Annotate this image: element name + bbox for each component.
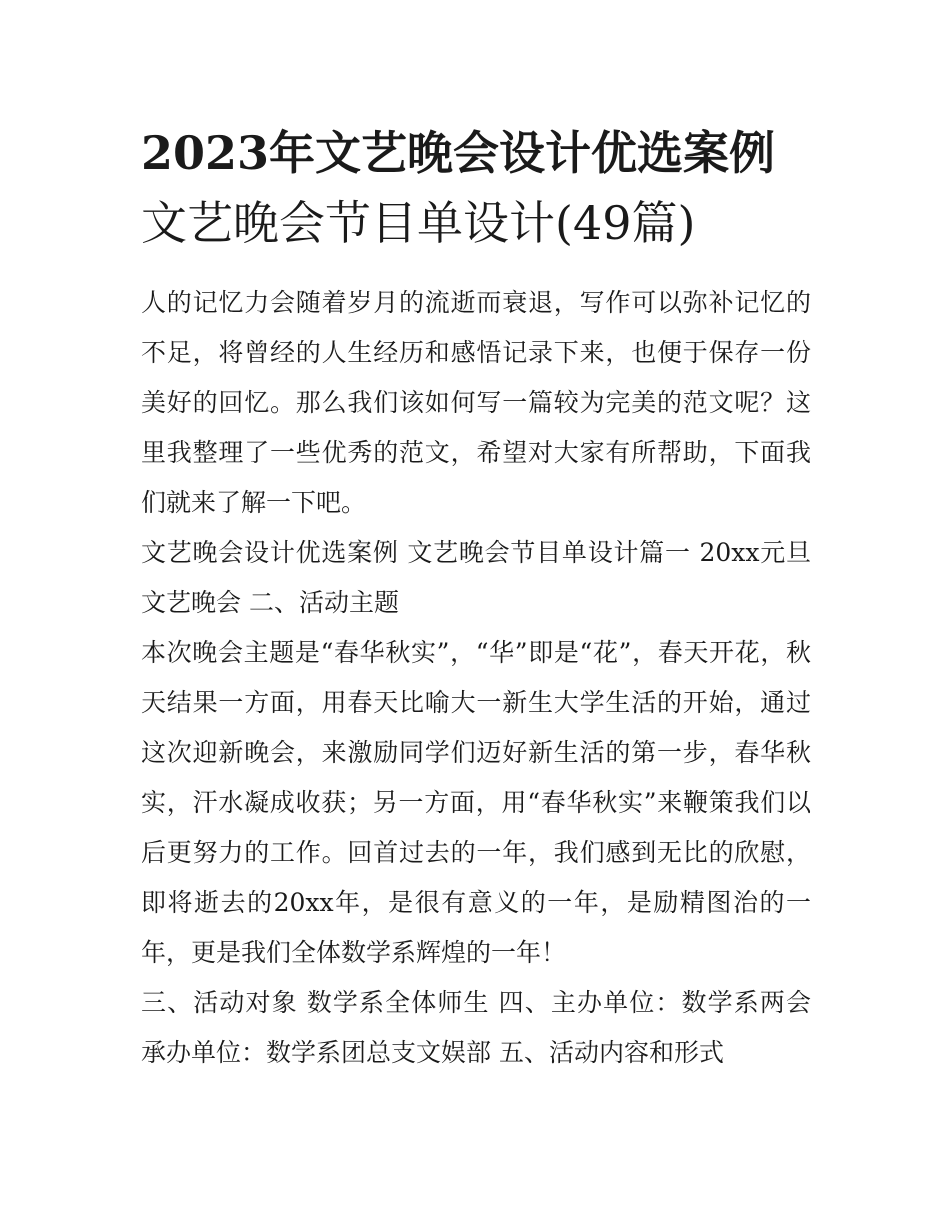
title-line-1: 2023年文艺晚会设计优选案例: [141, 126, 776, 180]
document-title: [141, 118, 811, 258]
document-body: [141, 278, 811, 1078]
paragraph-details: 三、活动对象 数学系全体师生 四、主办单位：数学系两会 承办单位：数学系团总支文娱部 五、活动内容和形式: [141, 988, 811, 1067]
paragraph-intro: 人的记忆力会随着岁月的流逝而衰退，写作可以弥补记忆的不足，将曾经的人生经历和感悟记录下来，也便于保存一份美好的回忆。那么我们该如何写一篇较为完美的范文呢？这里我整理了一些优秀的范文，希望对大家有所帮助，下面我们就来了解一下吧。: [141, 288, 811, 517]
document-page: [141, 118, 811, 1078]
paragraph-theme: 本次晚会主题是“春华秋实”，“华”即是“花”，春天开花，秋天结果一方面，用春天比喻大一新生大学生活的开始，通过这次迎新晚会，来激励同学们迈好新生活的第一步，春华秋实，汗水凝成收获；另一方面，用“春华秋实”来鞭策我们以后更努力的工作。回首过去的一年，我们感到无比的欣慰，即将逝去的20xx年，是很有意义的一年，是励精图治的一年，更是我们全体数学系辉煌的一年！: [141, 638, 811, 967]
title-line-2: 文艺晚会节目单设计(49篇): [141, 196, 696, 250]
paragraph-section-heading: 文艺晚会设计优选案例 文艺晚会节目单设计篇一 20xx元旦文艺晚会 二、活动主题: [141, 538, 811, 617]
